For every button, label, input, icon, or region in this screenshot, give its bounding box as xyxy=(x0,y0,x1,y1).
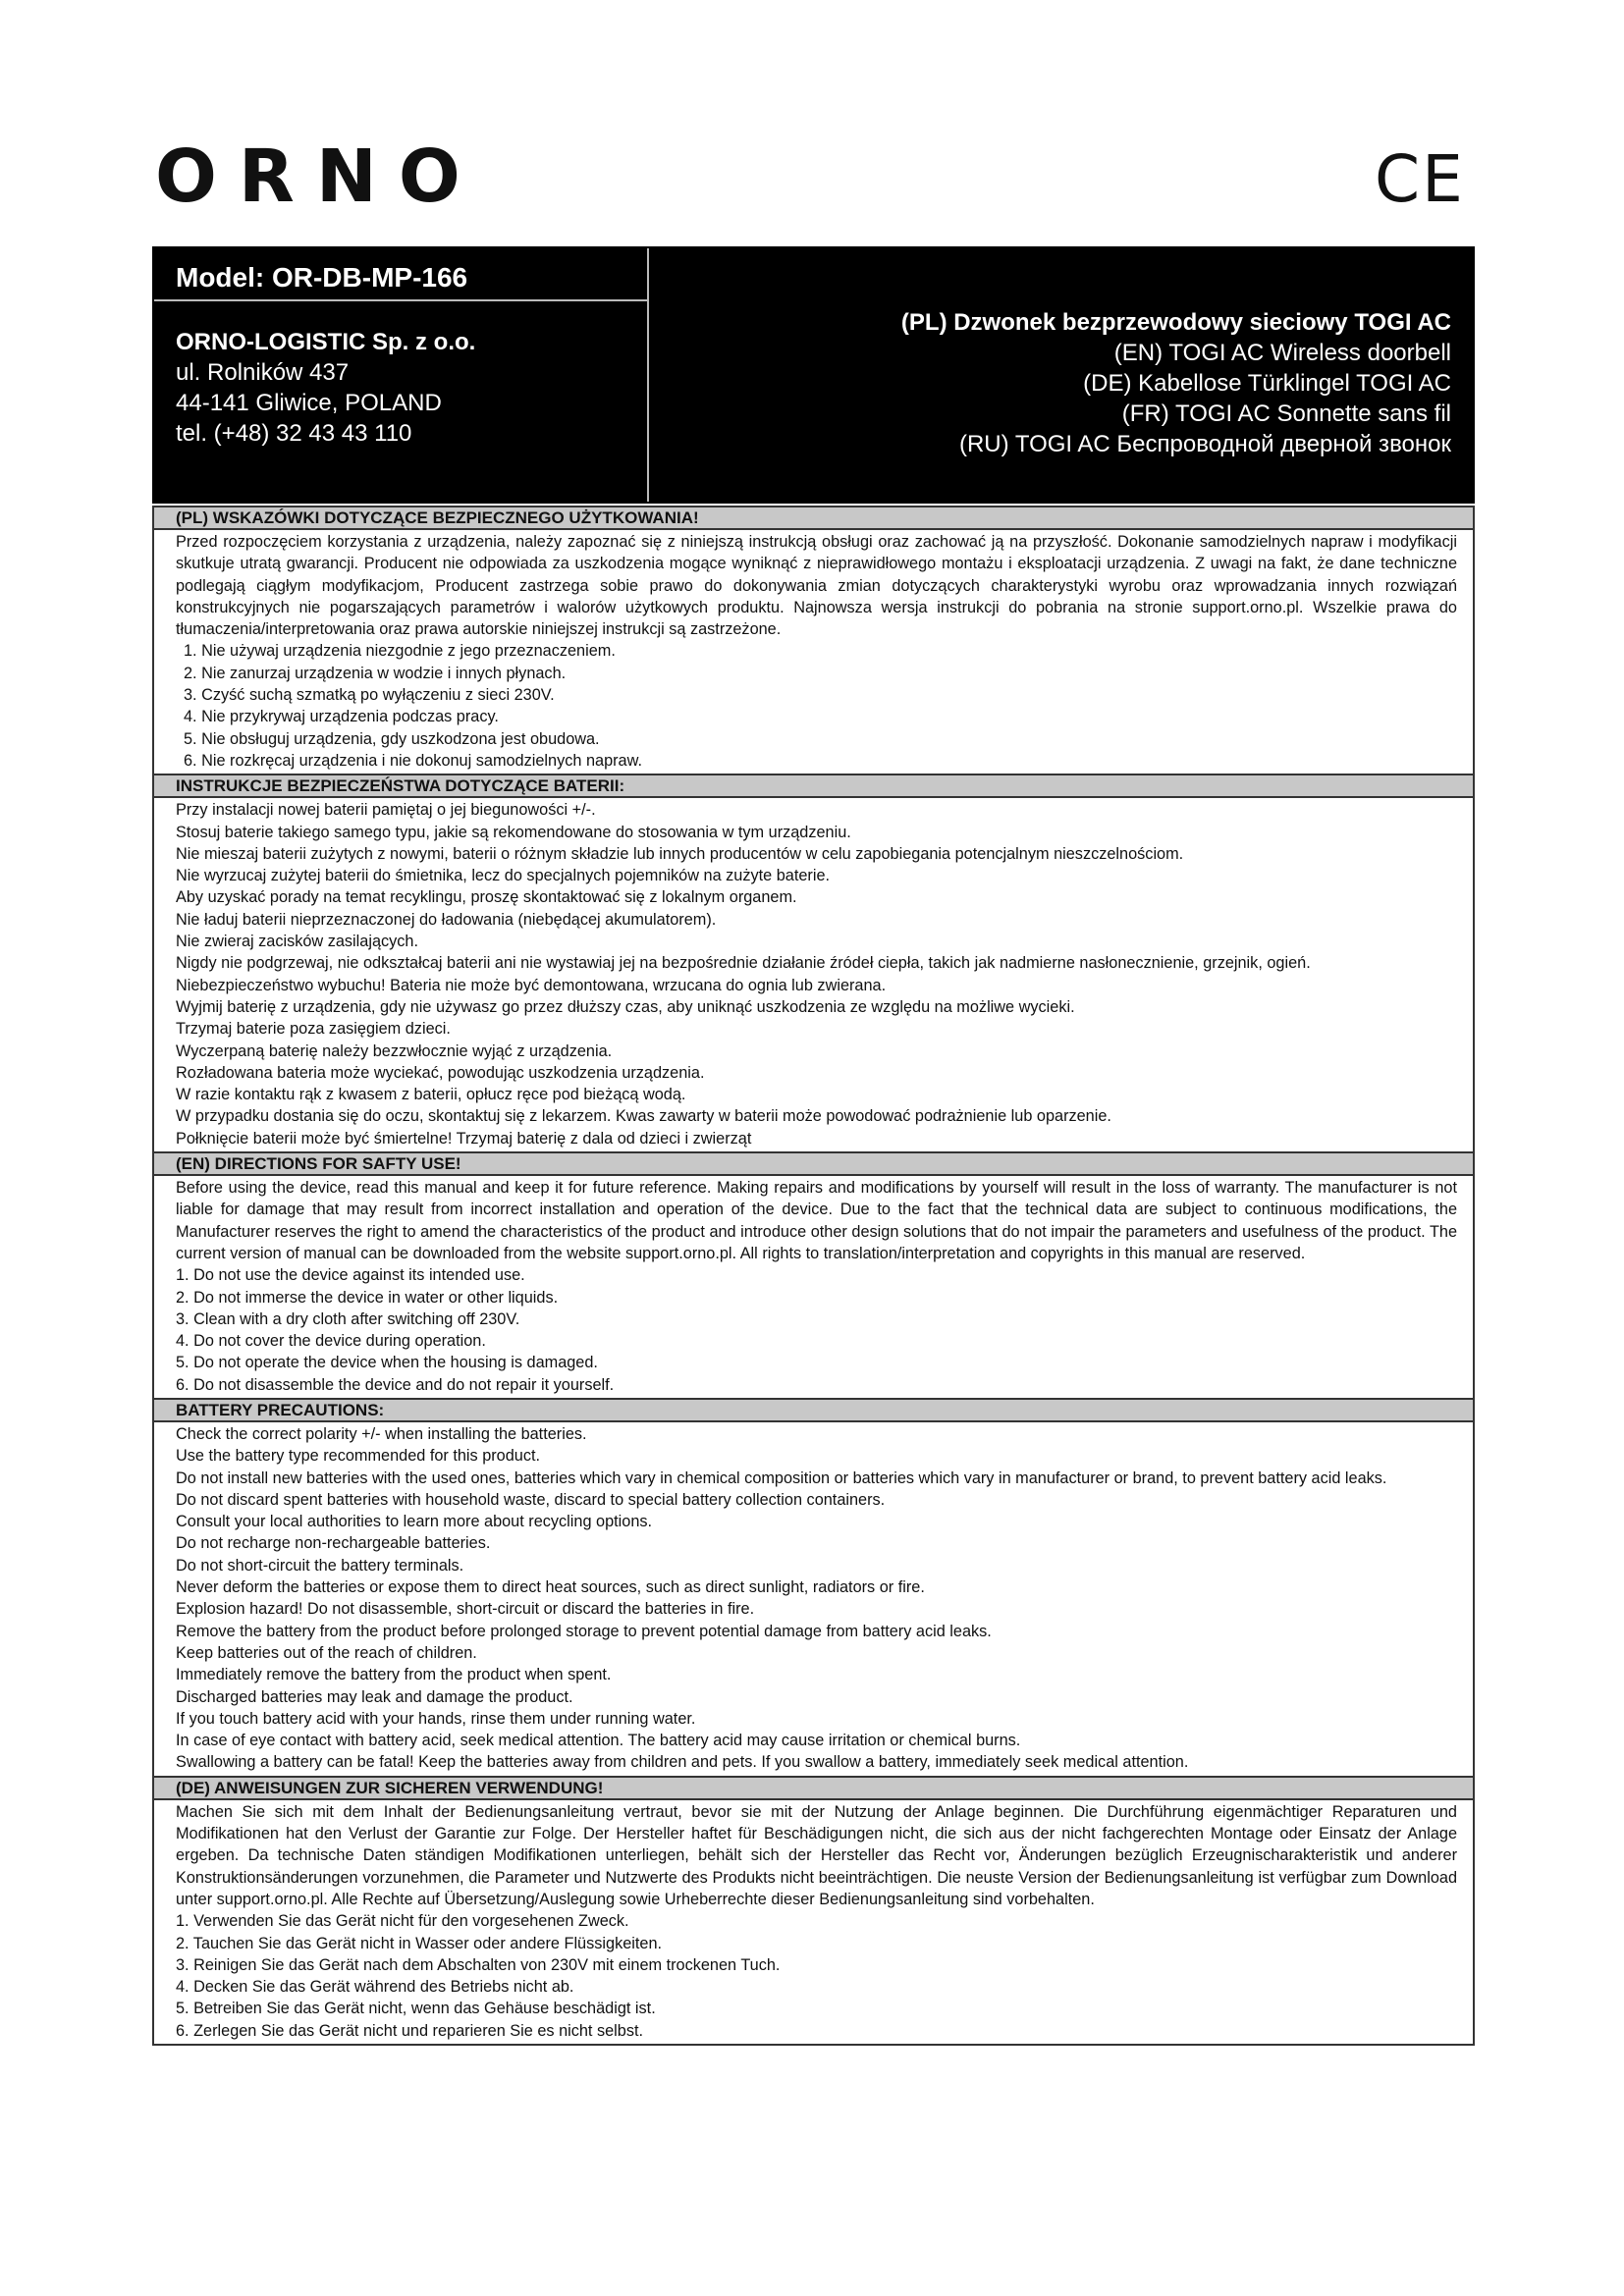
list-item: If you touch battery acid with your hands, rinse them under running water. xyxy=(176,1709,696,1728)
company-street: ul. Rolników 437 xyxy=(176,359,350,386)
pl-safety-body xyxy=(154,530,1473,774)
pl-battery-list xyxy=(176,799,1457,1149)
product-title-ru: (RU) TOGI AC Беспроводной дверной звонок xyxy=(958,431,1451,457)
list-item: Połknięcie baterii może być śmiertelne! Trzymaj baterię z dala od dzieci i zwierząt xyxy=(176,1129,752,1148)
orno-logo: ORNO xyxy=(155,134,482,219)
model-label: Model: OR-DB-MP-166 xyxy=(154,248,647,301)
list-item: Keep batteries out of the reach of children. xyxy=(176,1643,477,1662)
company-info xyxy=(154,301,647,449)
list-item: Use the battery type recommended for this product. xyxy=(176,1447,541,1466)
product-titles xyxy=(901,307,1451,459)
list-item: W przypadku dostania się do oczu, skontaktuj się z lekarzem. Kwas zawarty w baterii może powodować podrażnienie lub oparzenie. xyxy=(176,1107,1111,1126)
list-item: 2. Do not immerse the device in water or other liquids. xyxy=(176,1288,559,1307)
list-item: 1. Verwenden Sie das Gerät nicht für den vorgesehenen Zweck. xyxy=(176,1912,629,1931)
en-safety-heading: (EN) DIRECTIONS FOR SAFTY USE! xyxy=(154,1151,1473,1176)
list-item: 4. Nie przykrywaj urządzenia podczas pracy. xyxy=(184,708,499,726)
company-phone: tel. (+48) 32 43 43 110 xyxy=(176,420,412,447)
list-item: Never deform the batteries or expose them to direct heat sources, such as direct sunlight, radiators or fire. xyxy=(176,1578,925,1597)
list-item: Nie wyrzucaj zużytej baterii do śmietnika, lecz do specjalnych pojemników na zużyte baterie. xyxy=(176,867,831,885)
list-item: 6. Zerlegen Sie das Gerät nicht und reparieren Sie es nicht selbst. xyxy=(176,2021,644,2040)
list-item: Check the correct polarity +/- when installing the batteries. xyxy=(176,1424,587,1443)
list-item: 5. Do not operate the device when the housing is damaged. xyxy=(176,1354,598,1372)
list-item: 3. Reinigen Sie das Gerät nach dem Abschalten von 230V mit einem trockenen Tuch. xyxy=(176,1955,781,1974)
list-item: Aby uzyskać porady na temat recyklingu, proszę skontaktować się z lokalnym organem. xyxy=(176,888,797,907)
pl-battery-body xyxy=(154,798,1473,1151)
header-block xyxy=(152,246,1475,504)
list-item: Swallowing a battery can be fatal! Keep the batteries away from children and pets. If you swallow a battery, immediately seek medical attention. xyxy=(176,1753,1189,1772)
pl-safety-list xyxy=(176,640,1457,772)
en-battery-body xyxy=(154,1422,1473,1776)
instructions-table xyxy=(152,506,1475,2046)
list-item: Trzymaj baterie poza zasięgiem dzieci. xyxy=(176,1020,451,1039)
list-item: 1. Nie używaj urządzenia niezgodnie z jego przeznaczeniem. xyxy=(184,642,616,661)
list-item: 4. Decken Sie das Gerät während des Betriebs nicht ab. xyxy=(176,1978,574,1997)
list-item: Rozładowana bateria może wyciekać, powodując uszkodzenia urządzenia. xyxy=(176,1063,705,1082)
list-item: Niebezpieczeństwo wybuchu! Bateria nie może być demontowana, wrzucana do ognia lub zwierana. xyxy=(176,976,887,994)
de-safety-body xyxy=(154,1800,1473,2044)
list-item: Immediately remove the battery from the product when spent. xyxy=(176,1666,612,1684)
list-item: Nie ładuj baterii nieprzeznaczonej do ładowania (niebędącej akumulatorem). xyxy=(176,910,717,929)
list-item: 6. Nie rozkręcaj urządzenia i nie dokonuj samodzielnych napraw. xyxy=(184,751,642,770)
list-item: 4. Do not cover the device during operation. xyxy=(176,1332,486,1351)
list-item: 3. Clean with a dry cloth after switching off 230V. xyxy=(176,1309,520,1328)
en-battery-list xyxy=(176,1423,1457,1774)
list-item: Stosuj baterie takiego samego typu, jakie są rekomendowane do stosowania w tym urządzeniu. xyxy=(176,823,851,841)
list-item: Remove the battery from the product before prolonged storage to prevent potential damage from battery acid leaks. xyxy=(176,1622,992,1640)
en-safety-list xyxy=(176,1264,1457,1396)
list-item: 3. Czyść suchą szmatką po wyłączeniu z sieci 230V. xyxy=(184,686,555,705)
pl-battery-heading: INSTRUKCJE BEZPIECZEŃSTWA DOTYCZĄCE BATERII: xyxy=(154,774,1473,798)
company-name: ORNO-LOGISTIC Sp. z o.o. xyxy=(176,329,476,355)
list-item: Do not short-circuit the battery terminals. xyxy=(176,1556,464,1575)
pl-safety-intro: Przed rozpoczęciem korzystania z urządzenia, należy zapoznać się z niniejszą instrukcją obsługi oraz zachować ją na przyszłość. Dokonanie samodzielnych napraw i modyfikacji skutkuje utratą gwarancji. Producent nie odpowiada za uszkodzenia mogące wyniknąć z nieprawidłowego montażu i eksploatacji urządzenia. Z uwagi na fakt, że dane techniczne podlegają ciągłym modyfikacjom, Producent zastrzega sobie prawo do dokonywania zmian dotyczących charakterystyki wyrobu oraz wprowadzania innych rozwiązań konstrukcyjnych nie pogarszających parametrów i walorów użytkowych produktu. Najnowsza wersja instrukcji do pobrania na stronie support.orno.pl. Wszelkie prawa do tłumaczenia/interpretowania oraz prawa autorskie niniejszej instrukcji są zastrzeżone. xyxy=(176,533,1457,639)
product-title-fr: (FR) TOGI AC Sonnette sans fil xyxy=(1121,400,1451,427)
product-title-de: (DE) Kabellose Türklingel TOGI AC xyxy=(1083,370,1451,397)
list-item: Consult your local authorities to learn more about recycling options. xyxy=(176,1513,653,1531)
product-title-en: (EN) TOGI AC Wireless doorbell xyxy=(1113,340,1451,366)
list-item: 5. Nie obsługuj urządzenia, gdy uszkodzona jest obudowa. xyxy=(184,729,600,748)
list-item: Wyjmij baterię z urządzenia, gdy nie używasz go przez dłuższy czas, aby uniknąć uszkodzenia ze względu na możliwe wycieki. xyxy=(176,997,1075,1016)
list-item: 1. Do not use the device against its intended use. xyxy=(176,1266,525,1285)
en-safety-intro: Before using the device, read this manual and keep it for future reference. Making repairs and modifications by yourself will result in the loss of warranty. The manufacturer is not liable for damage that may result from incorrect installation and operation of the device. Due to the fact that the technical data are subject to continuous modifications, the Manufacturer reserves the right to amend the characteristics of the product and introduce other design solutions that do not impair the parameters and usefulness of the product. The current version of manual can be downloaded from the website support.orno.pl. All rights to translation/interpretation and copyrights in this manual are reserved. xyxy=(176,1179,1457,1262)
list-item: 6. Do not disassemble the device and do not repair it yourself. xyxy=(176,1375,615,1394)
list-item: 2. Nie zanurzaj urządzenia w wodzie i innych płynach. xyxy=(184,664,567,682)
list-item: Do not discard spent batteries with household waste, discard to special battery collection containers. xyxy=(176,1490,886,1509)
list-item: 5. Betreiben Sie das Gerät nicht, wenn das Gehäuse beschädigt ist. xyxy=(176,2000,656,2018)
pl-safety-heading: (PL) WSKAZÓWKI DOTYCZĄCE BEZPIECZNEGO UŻYTKOWANIA! xyxy=(154,507,1473,530)
list-item: Nie zwieraj zacisków zasilających. xyxy=(176,933,419,951)
en-safety-body xyxy=(154,1176,1473,1398)
list-item: W razie kontaktu rąk z kwasem z baterii, opłucz ręce pod bieżącą wodą. xyxy=(176,1086,686,1104)
list-item: Nigdy nie podgrzewaj, nie odkształcaj baterii ani nie wystawiaj jej na bezpośrednie działanie źródeł ciepła, takich jak nadmierne nasłonecznienie, grzejnik, ogień. xyxy=(176,954,1311,973)
list-item: Przy instalacji nowej baterii pamiętaj o jej biegunowości +/-. xyxy=(176,801,596,820)
list-item: Explosion hazard! Do not disassemble, short-circuit or discard the batteries in fire. xyxy=(176,1600,755,1619)
list-item: In case of eye contact with battery acid, seek medical attention. The battery acid may cause irritation or chemical burns. xyxy=(176,1732,1021,1750)
de-safety-intro: Machen Sie sich mit dem Inhalt der Bedienungsanleitung vertraut, bevor sie mit der Nutzung der Anlage beginnen. Die Durchführung eigenmächtiger Reparaturen und Modifikationen hat den Verlust der Garantie zur Folge. Der Hersteller haftet für Beschädigungen nicht, die sich aus der nicht fachgerechten Montage oder Einsatz der Anlage ergeben. Da technische Daten ständigen Modifikationen unterliegen, behält sich der Hersteller das Recht vor, Änderungen bezüglich Erzeugnischarakteristik und anderer Konstruktionsänderungen vorzunehmen, die Parameter und Nutzwerte des Produkts nicht beeinträchtigen. Die neuste Version der Bedienungsanleitung ist verfügbar zum Download unter support.orno.pl. Alle Rechte auf Übersetzung/Auslegung sowie Urheberrechte dieser Bedienungsanleitung sind vorbehalten. xyxy=(176,1802,1457,1908)
de-safety-list xyxy=(176,1910,1457,2042)
list-item: Wyczerpaną baterię należy bezzwłocznie wyjąć z urządzenia. xyxy=(176,1041,613,1060)
ce-mark: CE xyxy=(1375,141,1465,217)
list-item: Do not recharge non-rechargeable batteries. xyxy=(176,1534,491,1553)
product-title-pl: (PL) Dzwonek bezprzewodowy sieciowy TOGI AC xyxy=(900,309,1451,336)
list-item: Nie mieszaj baterii zużytych z nowymi, baterii o różnym składzie lub innych producentów w celu zapobiegania potencjalnym nieszczelnościom. xyxy=(176,844,1184,863)
list-item: Discharged batteries may leak and damage the product. xyxy=(176,1687,573,1706)
en-battery-heading: BATTERY PRECAUTIONS: xyxy=(154,1398,1473,1422)
company-city: 44-141 Gliwice, POLAND xyxy=(176,390,442,416)
list-item: 2. Tauchen Sie das Gerät nicht in Wasser oder andere Flüssigkeiten. xyxy=(176,1934,663,1952)
header-left xyxy=(154,248,649,502)
list-item: Do not install new batteries with the used ones, batteries which vary in chemical composition or batteries which vary in manufacturer or brand, to prevent battery acid leaks. xyxy=(176,1468,1387,1487)
de-safety-heading: (DE) ANWEISUNGEN ZUR SICHEREN VERWENDUNG! xyxy=(154,1776,1473,1800)
